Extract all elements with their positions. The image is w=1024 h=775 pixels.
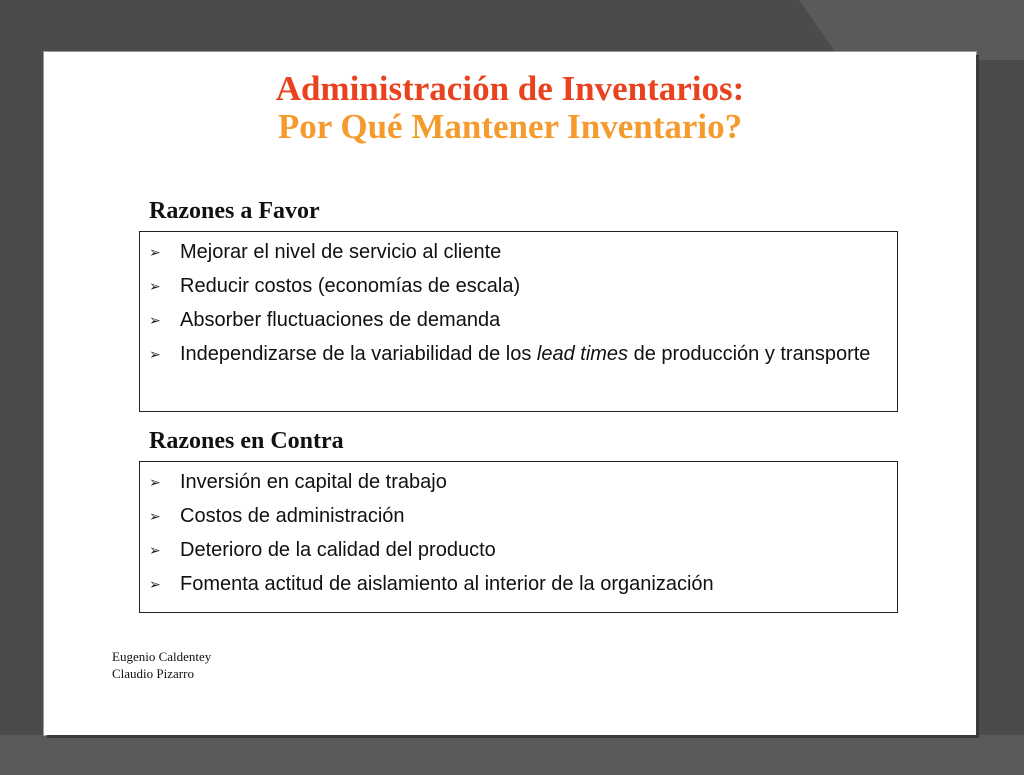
arrow-bullet-icon: ➢ — [149, 576, 161, 592]
arrow-bullet-icon: ➢ — [149, 508, 161, 524]
favor-box — [139, 231, 898, 412]
contra-list — [140, 462, 897, 599]
list-item-text-italic: lead times — [536, 343, 629, 365]
title-line-1: Administración de Inventarios: — [275, 69, 745, 108]
contra-heading: Razones en Contra — [149, 428, 344, 454]
arrow-bullet-icon: ➢ — [149, 244, 161, 260]
arrow-bullet-icon: ➢ — [149, 278, 161, 294]
author-name: Claudio Pizarro — [112, 666, 194, 681]
list-item-text: Absorber fluctuaciones de demanda — [180, 309, 501, 331]
arrow-bullet-icon: ➢ — [149, 542, 161, 558]
list-item-text-after: de producción y transporte — [628, 343, 871, 365]
list-item — [140, 502, 887, 531]
list-item — [140, 272, 887, 301]
arrow-bullet-icon: ➢ — [149, 346, 161, 362]
list-item — [140, 468, 887, 497]
favor-list — [140, 232, 897, 369]
contra-box — [139, 461, 898, 613]
list-item-text-before: Independizarse de la variabilidad de los — [180, 343, 537, 365]
list-item — [140, 536, 887, 565]
list-item — [140, 238, 887, 267]
slide — [44, 52, 976, 735]
title-line-2: Por Qué Mantener Inventario? — [277, 107, 743, 146]
list-item-text: Deterioro de la calidad del producto — [180, 539, 496, 561]
list-item — [140, 340, 887, 369]
background-stripe-bottom — [0, 735, 1024, 775]
list-item — [140, 570, 887, 599]
list-item-text: Costos de administración — [180, 505, 405, 527]
list-item-text: Reducir costos (economías de escala) — [180, 275, 521, 297]
list-item-text: Mejorar el nivel de servicio al cliente — [180, 241, 502, 263]
favor-heading: Razones a Favor — [149, 198, 320, 224]
arrow-bullet-icon: ➢ — [149, 312, 161, 328]
list-item-text: Inversión en capital de trabajo — [180, 471, 447, 493]
slide-title — [44, 70, 976, 146]
list-item — [140, 306, 887, 335]
author-credits — [112, 648, 211, 682]
arrow-bullet-icon: ➢ — [149, 474, 161, 490]
list-item-text: Fomenta actitud de aislamiento al interior de la organización — [180, 573, 714, 595]
background-stripe-top — [799, 0, 1024, 60]
author-name: Eugenio Caldentey — [112, 649, 212, 664]
